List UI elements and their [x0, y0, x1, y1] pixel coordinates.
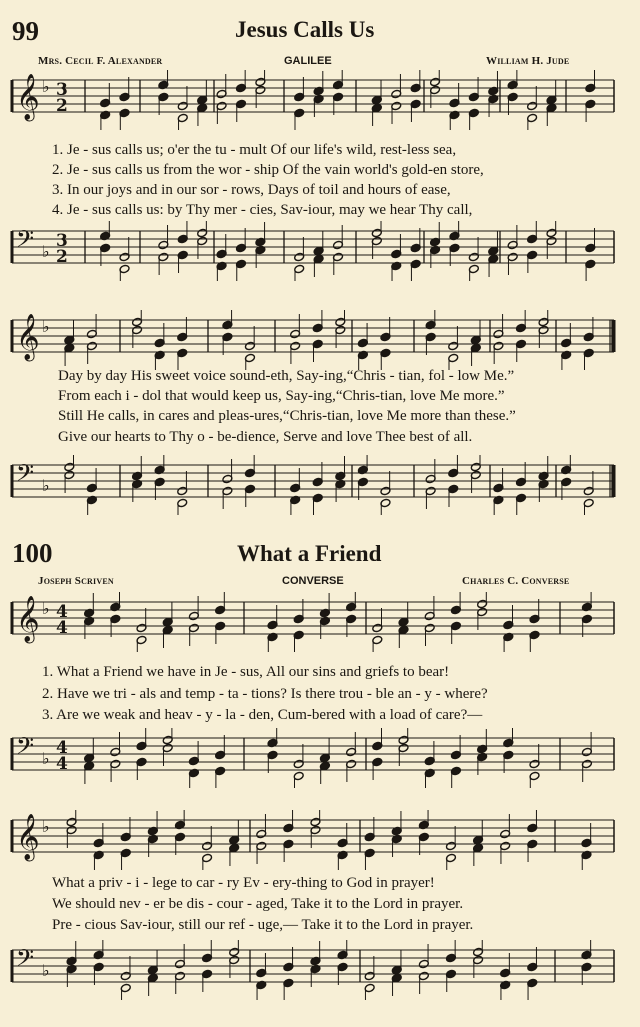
- time-signature-bottom: 2: [56, 96, 68, 116]
- treble-clef: 𝄞: [16, 596, 40, 642]
- key-signature-flat: ♭: [42, 77, 50, 96]
- treble-clef: 𝄞: [16, 314, 40, 360]
- hymn-99-verse-3-line-2: Still He calls, in cares and pleas-ures,“Chris-tian, love Me more than these.”: [58, 408, 516, 424]
- hymn-99-composer: William H. Jude: [486, 55, 570, 67]
- hymn-100-verse-3-line-1: 3. Are we weak and heav - y - la - den, Cum-bered with a load of care?—: [42, 707, 483, 723]
- time-signature-bottom: 4: [56, 754, 68, 774]
- hymn-100-tune: CONVERSE: [282, 575, 344, 587]
- hymn-99-tune: GALILEE: [284, 55, 332, 67]
- hymn-99-verse-4-line-2: Give our hearts to Thy o - be-dience, Serve and love Thee best of all.: [58, 429, 473, 445]
- hymn-99-title: Jesus Calls Us: [235, 17, 375, 42]
- key-signature-flat: ♭: [42, 242, 50, 261]
- time-signature-bottom: 4: [56, 618, 68, 638]
- time-signature-top: 4: [56, 738, 68, 758]
- treble-clef: 𝄞: [16, 74, 40, 120]
- hymn-99-verse-2-line-2: From each i - dol that would keep us, Say-ing,“Chris-tian, love Me more.”: [58, 388, 505, 404]
- hymn-100-treble-staff-1: [0, 592, 640, 652]
- bass-clef: 𝄢: [16, 944, 35, 977]
- hymn-100-author: Joseph Scriven: [38, 575, 114, 587]
- key-signature-flat: ♭: [42, 317, 50, 336]
- hymn-100-verse-1-line-2: What a priv - i - lege to car - ry Ev - ery-thing to God in prayer!: [52, 875, 435, 891]
- hymn-100-verse-3-line-2: Pre - cious Sav-iour, still our ref - uge,— Take it to the Lord in prayer.: [52, 917, 474, 933]
- bass-clef: 𝄢: [16, 459, 35, 492]
- hymn-100-treble-staff-2: [0, 810, 640, 870]
- hymn-99-verse-2-line-1: 2. Je - sus calls us from the wor - ship Of the vain world's gold-en store,: [52, 162, 484, 178]
- bass-clef: 𝄢: [16, 732, 35, 765]
- hymn-100-title: What a Friend: [237, 541, 382, 566]
- treble-clef: 𝄞: [16, 814, 40, 860]
- key-signature-flat: ♭: [42, 749, 50, 768]
- hymn-99-number: 99: [12, 16, 39, 46]
- time-signature-bottom: 2: [56, 247, 68, 267]
- hymn-100-number: 100: [12, 538, 53, 568]
- hymn-99-treble-staff-2: [0, 310, 640, 370]
- hymn-99-verse-3-line-1: 3. In our joys and in our sor - rows, Days of toil and hours of ease,: [52, 182, 451, 198]
- hymn-100-composer: Charles C. Converse: [462, 575, 570, 587]
- hymn-99-verse-1-line-1: 1. Je - sus calls us; o'er the tu - mult Of our life's wild, rest-less sea,: [52, 142, 457, 158]
- hymn-100-verse-1-line-1: 1. What a Friend we have in Je - sus, All our sins and griefs to bear!: [42, 664, 450, 680]
- hymn-99-bass-staff-2: [0, 455, 640, 515]
- hymn-99-bass-staff-1: [0, 221, 640, 281]
- hymn-99-treble-staff-1: [0, 70, 640, 130]
- hymn-99-verse-1-line-2: Day by day His sweet voice sound-eth, Say-ing,“Chris - tian, fol - low Me.”: [58, 368, 515, 384]
- key-signature-flat: ♭: [42, 817, 50, 836]
- time-signature-top: 3: [56, 231, 68, 251]
- hymn-99-verse-4-line-1: 4. Je - sus calls us: by Thy mer - cies, Sav-iour, may we hear Thy call,: [52, 202, 473, 218]
- key-signature-flat: ♭: [42, 599, 50, 618]
- key-signature-flat: ♭: [42, 476, 50, 495]
- hymn-100-verse-2-line-1: 2. Have we tri - als and temp - ta - tions? Is there trou - ble an - y - where?: [42, 686, 488, 702]
- time-signature-top: 4: [56, 602, 68, 622]
- key-signature-flat: ♭: [42, 961, 50, 980]
- hymn-99-author: Mrs. Cecil F. Alexander: [38, 55, 163, 67]
- hymn-100-bass-staff-2: [0, 940, 640, 1000]
- hymn-100-bass-staff-1: [0, 728, 640, 788]
- hymn-100-verse-2-line-2: We should nev - er be dis - cour - aged, Take it to the Lord in prayer.: [52, 896, 464, 912]
- bass-clef: 𝄢: [16, 225, 35, 258]
- time-signature-top: 3: [56, 80, 68, 100]
